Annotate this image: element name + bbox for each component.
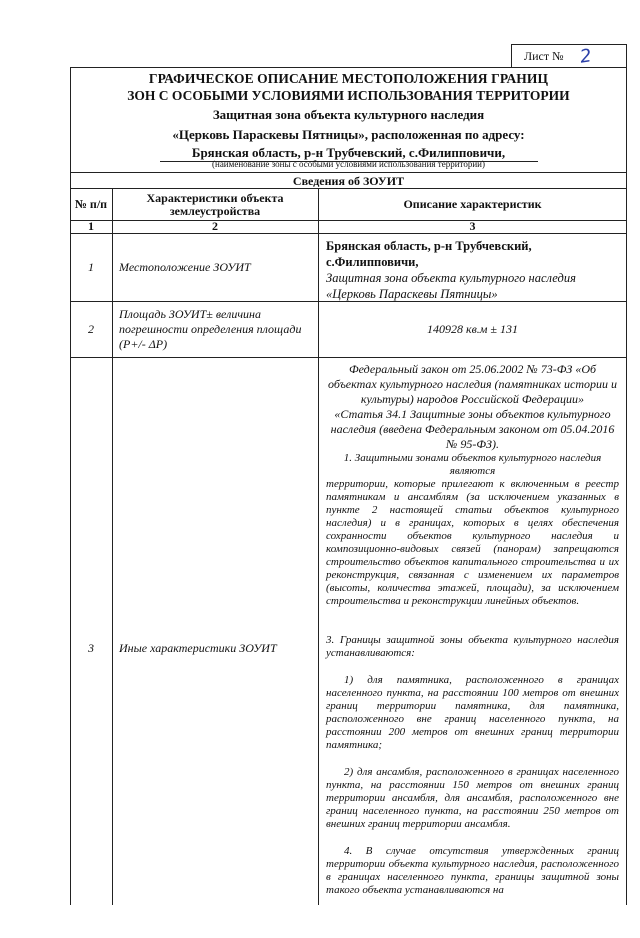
row1-label-text: Местоположение ЗОУИТ (119, 260, 251, 274)
row2-area-value (318, 302, 627, 357)
row2-num (70, 302, 112, 357)
law-p3-2: 2) для ансамбля, расположенного в границах населенного пункта, на расстоянии 150 метров от внешних границ территории ансамбля, для ансамбля, расположенного вне границ населенного пункта, на расстоянии 250 метров от внешних границ территории ансамбля. (326, 766, 619, 830)
column-header-num-text: № п/п (74, 197, 108, 211)
law-gap (326, 660, 619, 674)
row2-label (112, 302, 318, 357)
law-article: «Статья 34.1 Защитные зоны объектов культурного наследия (введена Федеральным законом от 05.04.2016 № 95-ФЗ). (330, 407, 615, 451)
header-zone-type: Защитная зона объекта культурного наследия (212, 107, 485, 122)
row1-num-text: 1 (88, 260, 94, 274)
row1-num (70, 234, 112, 301)
column-number-3: 3 (469, 219, 476, 233)
header-caption: (наименование зоны с особыми условиями использования территории) (212, 159, 485, 169)
law-gap (326, 608, 619, 634)
row1-zone-line: Защитная зона объекта культурного наследия (326, 271, 576, 285)
row3-num (70, 358, 112, 938)
row1-object-line: «Церковь Параскевы Пятницы» (326, 287, 498, 301)
row2-num-text: 2 (88, 322, 94, 336)
section-title: Сведения об ЗОУИТ (292, 174, 405, 188)
law-gap (326, 752, 619, 766)
row2-label-text: Площадь ЗОУИТ± величина погрешности определения площади (P+/- ΔP) (119, 307, 302, 351)
header-title-line2: ЗОН С ОСОБЫМИ УСЛОВИЯМИ ИСПОЛЬЗОВАНИЯ ТЕРРИТОРИИ (127, 88, 570, 103)
law-p1-body: территории, которые прилегают к включенным в реестр памятникам и ансамблям (за исключением указанных в пункте 2 настоящей статьи объектов культурного наследия) и в границах, которых в целях обеспечения сохранности объектов культурного наследия и композиционно-видовых связей (панорам) запрещаются строительство объектов капитального строительства и их реконструкция, связанная с изменением их параметров (высоты, количества этажей, площади), за исключением строительства и реконструкции линейных объектов. (326, 478, 619, 607)
row1-address-line2: с.Филипповичи, (326, 255, 419, 269)
law-p4: 4. В случае отсутствия утвержденных границ территории объекта культурного наследия, расположенного в границах населенного пункта, границы защитной зоны такого объекта устанавливаются на (326, 845, 619, 896)
sheet-number-box (511, 44, 627, 68)
header-title-line1: ГРАФИЧЕСКОЕ ОПИСАНИЕ МЕСТОПОЛОЖЕНИЯ ГРАНИЦ (148, 71, 549, 86)
row3-legal-text (318, 358, 627, 905)
sheet-number-handwritten: 2 (578, 44, 593, 68)
column-number-1: 1 (88, 219, 94, 233)
column-header-num (70, 189, 112, 220)
row1-description (318, 234, 627, 301)
law-title: Федеральный закон от 25.06.2002 № 73-ФЗ «Об объектах культурного наследия (памятниках истории и культуры) народов Российской Федерации» (327, 362, 618, 406)
sheet-label: Лист № (524, 48, 564, 63)
law-p1-head: 1. Защитными зонами объектов культурного наследия являются (343, 452, 602, 477)
header-object-name: «Церковь Параскевы Пятницы», расположенная по адресу: (172, 127, 525, 142)
row1-address-line1: Брянская область, р-н Трубчевский, (326, 239, 532, 253)
column-header-description-text: Описание характеристик (403, 197, 542, 211)
row3-label-text: Иные характеристики ЗОУИТ (119, 640, 277, 655)
law-p3: 3. Границы защитной зоны объекта культурного наследия устанавливаются: (326, 634, 619, 659)
row2-area-value-text: 140928 кв.м ± 131 (426, 322, 519, 336)
column-header-characteristic-text: Характеристики объекта землеустройства (146, 190, 284, 218)
column-header-characteristic (112, 189, 318, 220)
row3-num-text: 3 (88, 640, 94, 655)
column-header-description (318, 189, 627, 220)
row3-label (112, 358, 318, 938)
law-gap (326, 831, 619, 845)
header-address: Брянская область, р-н Трубчевский, с.Филипповичи, (191, 145, 506, 160)
table-top-border (70, 172, 627, 173)
row1-label (112, 234, 318, 301)
law-p3-1: 1) для памятника, расположенного в границах населенного пункта, на расстоянии 100 метров от внешних границ территории памятника, для памятника, расположенного вне границ населенного пункта, на расстоянии 200 метров от внешних границ территории памятника; (326, 674, 619, 751)
column-number-2: 2 (212, 219, 218, 233)
